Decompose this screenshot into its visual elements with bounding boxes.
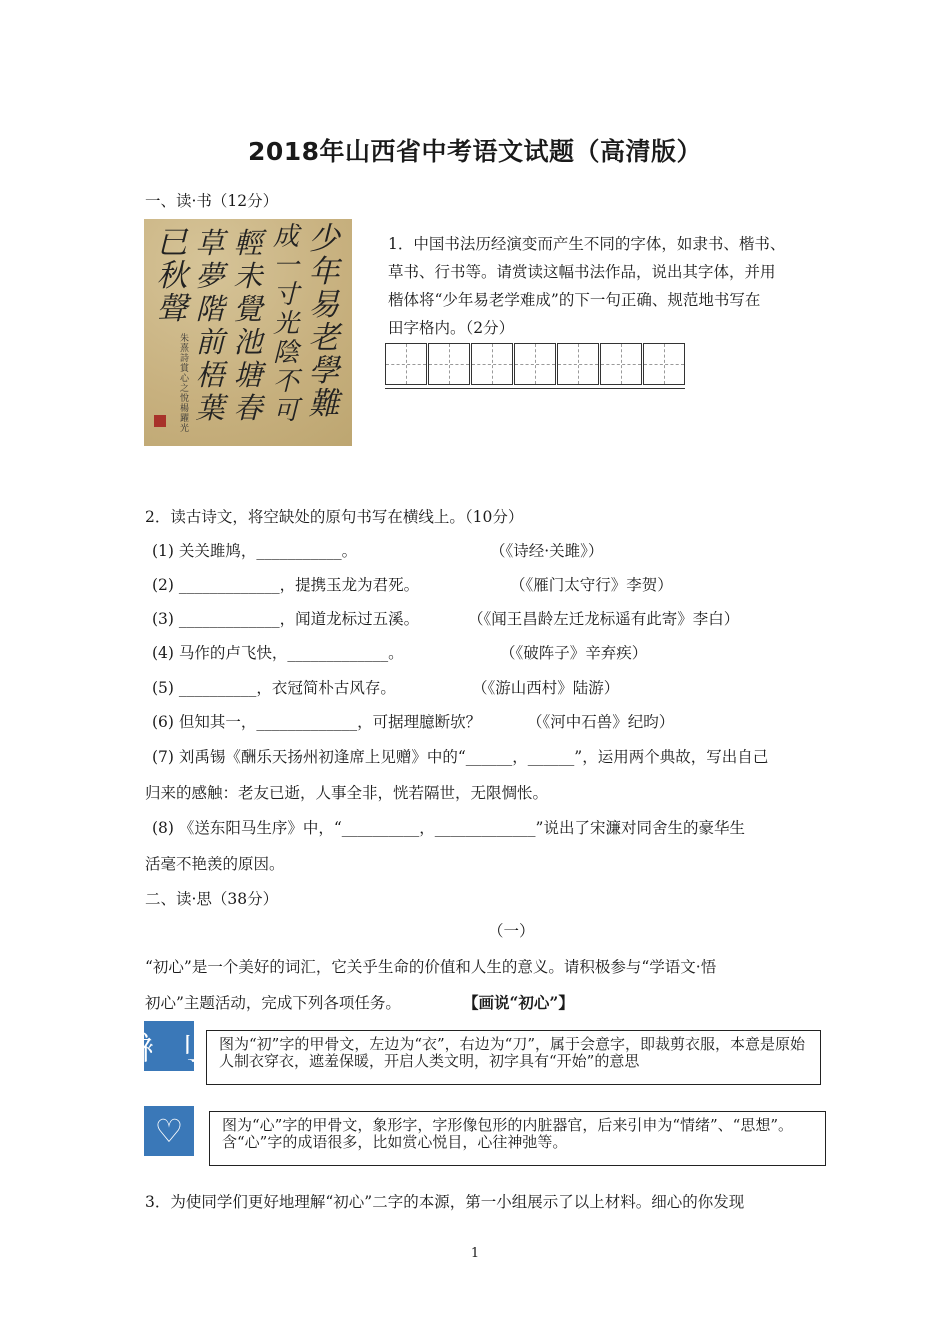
page-title: 2018年山西省中考语文试题（高清版） [247,137,703,166]
oracle-xin-glyph-icon: ♡ [144,1106,194,1156]
calligraphy-column: 輕 未 覺 池 塘 春 [233,226,263,425]
q2-item-5: (5) __________，衣冠简朴古风存。 [152,679,396,697]
calligraphy-artwork [144,219,352,446]
part-label: （一） [488,922,535,940]
q2-item-2: (2) _____________，提携玉龙为君死。 [152,576,420,594]
q2-item-8-line2: 活毫不艳羡的原因。 [145,855,285,873]
q2-item-1-source: （《诗经·关雎》） [490,542,604,560]
q2-item-7-line2: 归来的感触：老友已逝，人事全非，恍若隔世，无限惆怅。 [145,784,549,802]
q2-item-7-line1: (7) 刘禹锡《酬乐天扬州初逢席上见赠》中的“______，______”，运用两个典故，写出自己 [152,748,769,766]
q2-item-1: (1) 关关雎鸠，___________。 [152,542,358,560]
tian-grid[interactable] [385,343,685,387]
red-seal [154,415,166,427]
intro-line1: “初心”是一个美好的词汇，它关乎生命的价值和人生的意义。请积极参与“学语文·悟 [145,958,717,976]
oracle-chu-glyph-icon: 衤刂 [144,1021,194,1071]
calligraphy-column: 已 秋 聲 [156,225,188,327]
glyph-2-caption: 图为“心”字的甲骨文，象形字，字形像包形的内脏器官，后来引申为“情绪”、“思想”。含“心”字的成语很多，比如赏心悦目，心往神弛等。 [222,1116,794,1151]
question-3: 3．为使同学们更好地理解“初心”二字的本源，第一小组展示了以上材料。细心的你发现 [145,1193,745,1211]
glyph-1-caption-box [206,1030,821,1085]
page-number: 1 [470,1246,480,1261]
intro-line2: 初心”主题活动，完成下列各项任务。 [145,994,401,1012]
q2-item-4: (4) 马作的卢飞快，_____________。 [152,644,404,662]
calligraphy-column: 成 一 寸 光 陰 不 可 [272,222,299,426]
q2-item-2-source: （《雁门太守行》李贺） [510,576,673,594]
section-heading-1: 一、读·书（12分） [145,192,279,210]
q2-item-6-source: （《河中石兽》纪昀） [527,713,675,731]
q2-item-3: (3) _____________，闻道龙标过五溪。 [152,610,420,628]
calligraphy-inscription: 朱 熹 詩 賞 心 之 悅 楊 躍 光 [180,334,190,434]
intro-tag: 【画说“初心”】 [463,993,574,1012]
q2-item-8-line1: (8) 《送东阳马生序》中，“__________，_____________”说出了宋濂对同舍生的豪华生 [152,819,745,837]
glyph-1-caption: 图为“初”字的甲骨文，左边为“衣”，右边为“刀”，属于会意字，即裁剪衣服，本意是原始人制衣穿衣，遮羞保暖，开启人类文明，初字具有“开始”的意思 [219,1035,806,1070]
question-2-intro: 2．读古诗文，将空缺处的原句书写在横线上。（10分） [145,508,524,526]
q2-item-4-source: （《破阵子》辛弃疾） [500,644,648,662]
calligraphy-column: 少 年 易 老 學 難 [308,221,340,422]
q2-item-5-source: （《游山西村》陆游） [472,679,620,697]
calligraphy-column: 草 夢 階 前 梧 葉 [195,226,225,425]
section-heading-2: 二、读·思（38分） [145,890,279,908]
glyph-2-caption-box [209,1111,826,1166]
q2-item-3-source: （《闻王昌龄左迁龙标遥有此寄》李白） [468,610,740,628]
q2-item-6: (6) 但知其一，_____________，可据理臆断欤？ [152,713,482,731]
question-1: 1．中国书法历经演变而产生不同的字体，如隶书、楷书、 草书、行书等。请赏读这幅书法作品，说出其字体，并用 楷体将“少年易老学难成”的下一句正确、规范地书写在 田字格内。（2分） [388,235,786,337]
